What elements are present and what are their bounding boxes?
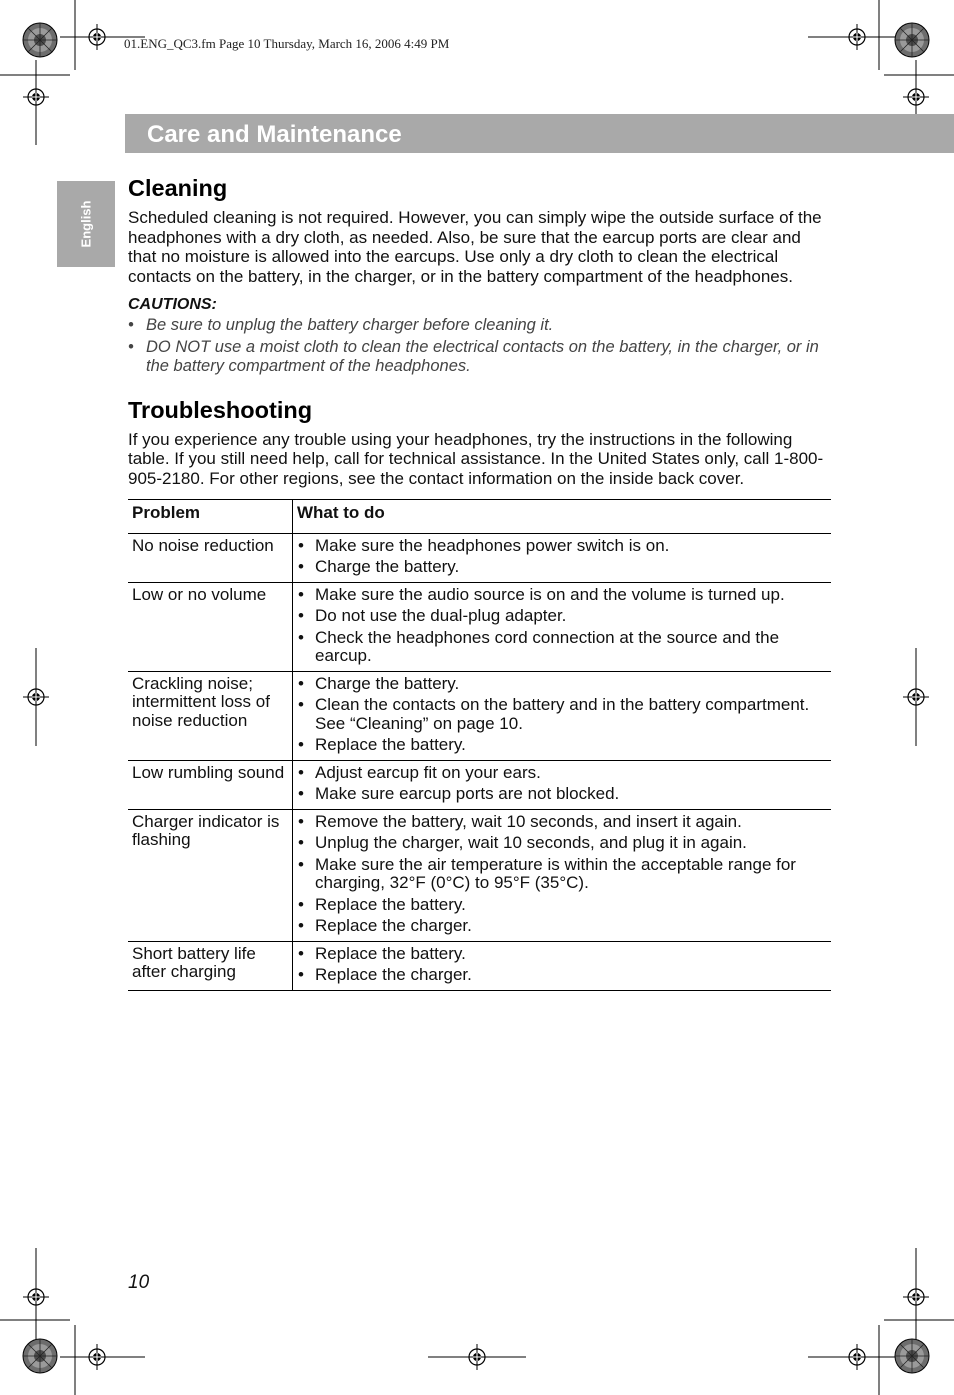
fix-item: • Unplug the charger, wait 10 seconds, and plug it in again. xyxy=(297,834,827,853)
fixes-cell xyxy=(293,533,832,582)
troubleshooting-table xyxy=(128,499,831,991)
language-tab xyxy=(57,181,115,267)
table-row xyxy=(128,533,831,582)
section-header-bar xyxy=(125,114,954,153)
fix-item: • Replace the charger. xyxy=(297,966,827,985)
column-header-problem: Problem xyxy=(128,500,293,534)
fix-item: • Charge the battery. xyxy=(297,558,827,577)
fix-item: • Do not use the dual-plug adapter. xyxy=(297,607,827,626)
fix-list xyxy=(297,945,827,985)
fix-list xyxy=(297,813,827,936)
caution-item: • DO NOT use a moist cloth to clean the electrical contacts on the battery, in the charger, or in the battery compartment of the headphones. xyxy=(128,338,831,377)
main-content xyxy=(128,175,831,991)
fix-list xyxy=(297,537,827,577)
fix-item: • Replace the battery. xyxy=(297,896,827,915)
fix-list xyxy=(297,675,827,755)
fix-item: • Replace the battery. xyxy=(297,945,827,964)
fix-item: • Make sure the headphones power switch is on. xyxy=(297,537,827,556)
section-title: Care and Maintenance xyxy=(147,121,402,148)
language-tab-label: English xyxy=(78,200,94,248)
cleaning-heading: Cleaning xyxy=(128,175,228,201)
fix-item: • Remove the battery, wait 10 seconds, and insert it again. xyxy=(297,813,827,832)
problem-cell: Crackling noise; intermittent loss of noise reduction xyxy=(128,671,293,760)
fix-item: • Clean the contacts on the battery and in the battery compartment. See “Cleaning” on page 10. xyxy=(297,696,827,733)
cautions-list xyxy=(128,316,831,377)
page-number: 10 xyxy=(128,1272,150,1293)
column-header-what-to-do: What to do xyxy=(293,500,832,534)
fixes-cell xyxy=(293,760,832,809)
file-slug: 01.ENG_QC3.fm Page 10 Thursday, March 16, 2006 4:49 PM xyxy=(124,36,450,51)
table-row xyxy=(128,671,831,760)
problem-cell: No noise reduction xyxy=(128,533,293,582)
fixes-cell xyxy=(293,671,832,760)
fix-item: • Make sure the air temperature is within the acceptable range for charging, 32°F (0°C) to 95°F (35°C). xyxy=(297,856,827,893)
table-row xyxy=(128,760,831,809)
fixes-cell xyxy=(293,809,832,941)
problem-cell: Low rumbling sound xyxy=(128,760,293,809)
cleaning-body: Scheduled cleaning is not required. However, you can simply wipe the outside surface of the headphones with a dry cloth, as needed. Also, be sure that the earcup ports are clear and that no moisture is allowed into the earcups. Use only a dry cloth to clean the electrical contacts on the battery, in the charger, or in the battery compartment of the headphones. xyxy=(128,208,822,286)
problem-cell: Low or no volume xyxy=(128,582,293,671)
fix-item: • Charge the battery. xyxy=(297,675,827,694)
troubleshooting-body: If you experience any trouble using your headphones, try the instructions in the following table. If you still need help, call for technical assistance. In the United States only, call 1-800-905-2180. For other regions, see the contact information on the inside back cover. xyxy=(128,429,824,488)
fixes-cell xyxy=(293,582,832,671)
table-row xyxy=(128,582,831,671)
fix-list xyxy=(297,586,827,666)
fix-item: • Check the headphones cord connection at the source and the earcup. xyxy=(297,629,827,666)
table-row xyxy=(128,941,831,990)
fix-item: • Make sure earcup ports are not blocked. xyxy=(297,785,827,804)
troubleshooting-heading: Troubleshooting xyxy=(128,396,313,423)
caution-item: • Be sure to unplug the battery charger before cleaning it. xyxy=(128,316,831,336)
fix-list xyxy=(297,764,827,804)
fix-item: • Replace the charger. xyxy=(297,917,827,936)
problem-cell: Charger indicator is flashing xyxy=(128,809,293,941)
table-header-row xyxy=(128,500,831,534)
fix-item: • Replace the battery. xyxy=(297,736,827,755)
table-row xyxy=(128,809,831,941)
fix-item: • Adjust earcup fit on your ears. xyxy=(297,764,827,783)
fix-item: • Make sure the audio source is on and the volume is turned up. xyxy=(297,586,827,605)
problem-cell: Short battery life after charging xyxy=(128,941,293,990)
cautions-heading: CAUTIONS: xyxy=(128,296,217,313)
fixes-cell xyxy=(293,941,832,990)
